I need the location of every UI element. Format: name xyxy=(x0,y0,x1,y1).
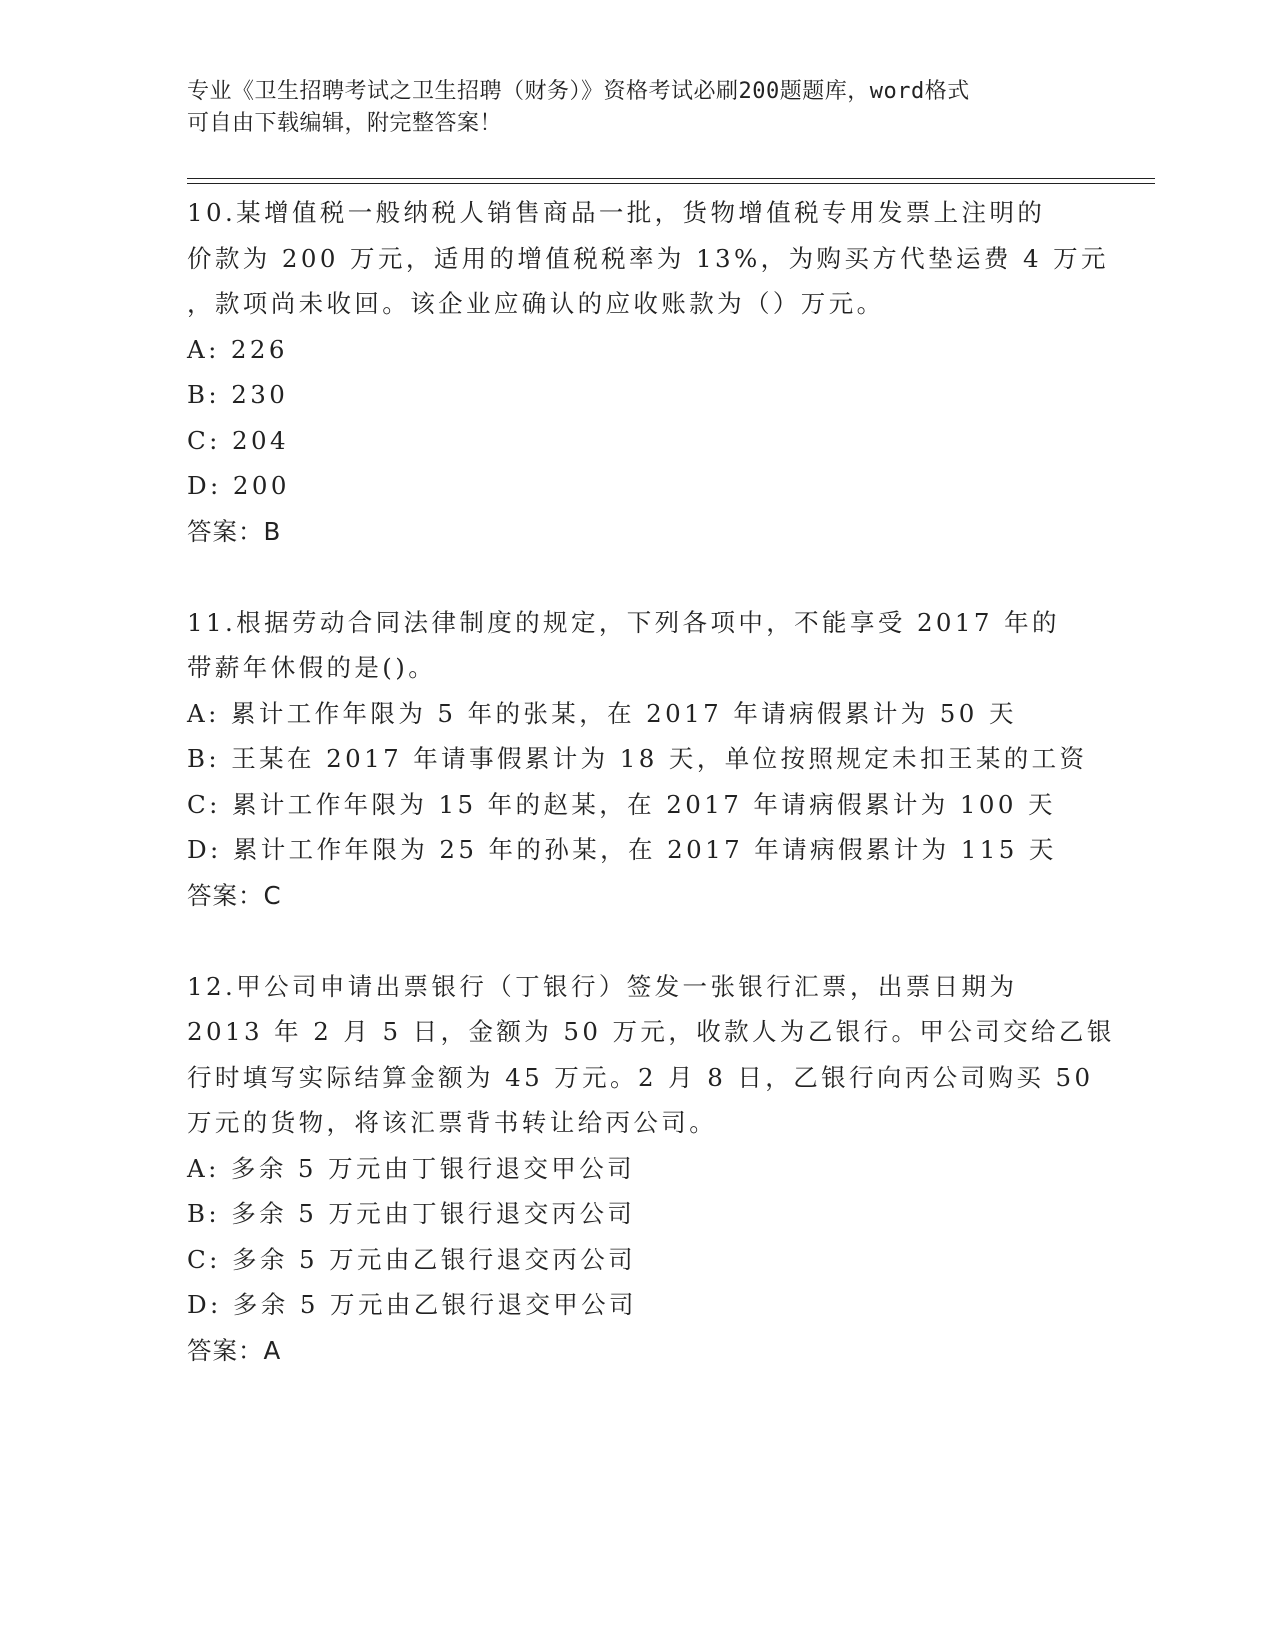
option-c: C: 204 xyxy=(187,425,289,455)
question-stem-line: 行时填写实际结算金额为 45 万元。2 月 8 日，乙银行向丙公司购买 50 xyxy=(187,1062,1094,1092)
header-divider-bottom xyxy=(187,183,1155,184)
answer-line: 答案：A xyxy=(187,1335,282,1365)
question-spacer xyxy=(187,554,1087,600)
option-a: A: 226 xyxy=(187,334,288,364)
header-line-1: 专业《卫生招聘考试之卫生招聘（财务）》资格考试必刷200题题库，word格式 xyxy=(187,79,970,104)
question-10 xyxy=(187,190,1109,554)
question-stem-line: ，款项尚未收回。该企业应确认的应收账款为（）万元。 xyxy=(187,289,885,318)
option-b: B: 王某在 2017 年请事假累计为 18 天，单位按照规定未扣王某的工资 xyxy=(187,744,1088,773)
document-header xyxy=(187,76,1067,140)
option-d: D: 200 xyxy=(187,471,290,500)
question-11 xyxy=(187,600,1087,919)
question-stem-line: 价款为 200 万元，适用的增值税税率为 13%，为购买方代垫运费 4 万元 xyxy=(187,243,1109,273)
header-divider-top xyxy=(187,178,1155,179)
option-d: D: 多余 5 万元由乙银行退交甲公司 xyxy=(187,1290,637,1319)
question-stem-line: 10.某增值税一般纳税人销售商品一批，货物增值税专用发票上注明的 xyxy=(187,198,1046,227)
option-d: D: 累计工作年限为 25 年的孙某，在 2017 年请病假累计为 115 天 xyxy=(187,835,1057,864)
option-a: A: 多余 5 万元由丁银行退交甲公司 xyxy=(187,1153,635,1183)
question-stem-line: 2013 年 2 月 5 日，金额为 50 万元，收款人为乙银行。甲公司交给乙银 xyxy=(187,1017,1115,1046)
answer-line: 答案：C xyxy=(187,880,282,910)
question-stem-line: 11.根据劳动合同法律制度的规定，下列各项中，不能享受 2017 年的 xyxy=(187,607,1060,637)
question-stem-line: 带薪年休假的是()。 xyxy=(187,653,437,682)
question-spacer xyxy=(187,918,1087,964)
option-b: B: 多余 5 万元由丁银行退交丙公司 xyxy=(187,1199,636,1228)
header-line-2: 可自由下载编辑，附完整答案！ xyxy=(187,111,503,136)
question-stem-line: 万元的货物，将该汇票背书转让给丙公司。 xyxy=(187,1108,718,1137)
question-list xyxy=(187,190,1115,1373)
option-b: B: 230 xyxy=(187,380,289,409)
question-12 xyxy=(187,964,1115,1374)
option-a: A: 累计工作年限为 5 年的张某，在 2017 年请病假累计为 50 天 xyxy=(187,698,1017,728)
answer-line: 答案：B xyxy=(187,516,282,546)
option-c: C: 多余 5 万元由乙银行退交丙公司 xyxy=(187,1244,637,1274)
option-c: C: 累计工作年限为 15 年的赵某，在 2017 年请病假累计为 100 天 xyxy=(187,789,1056,819)
question-stem-line: 12.甲公司申请出票银行（丁银行）签发一张银行汇票，出票日期为 xyxy=(187,971,1018,1001)
